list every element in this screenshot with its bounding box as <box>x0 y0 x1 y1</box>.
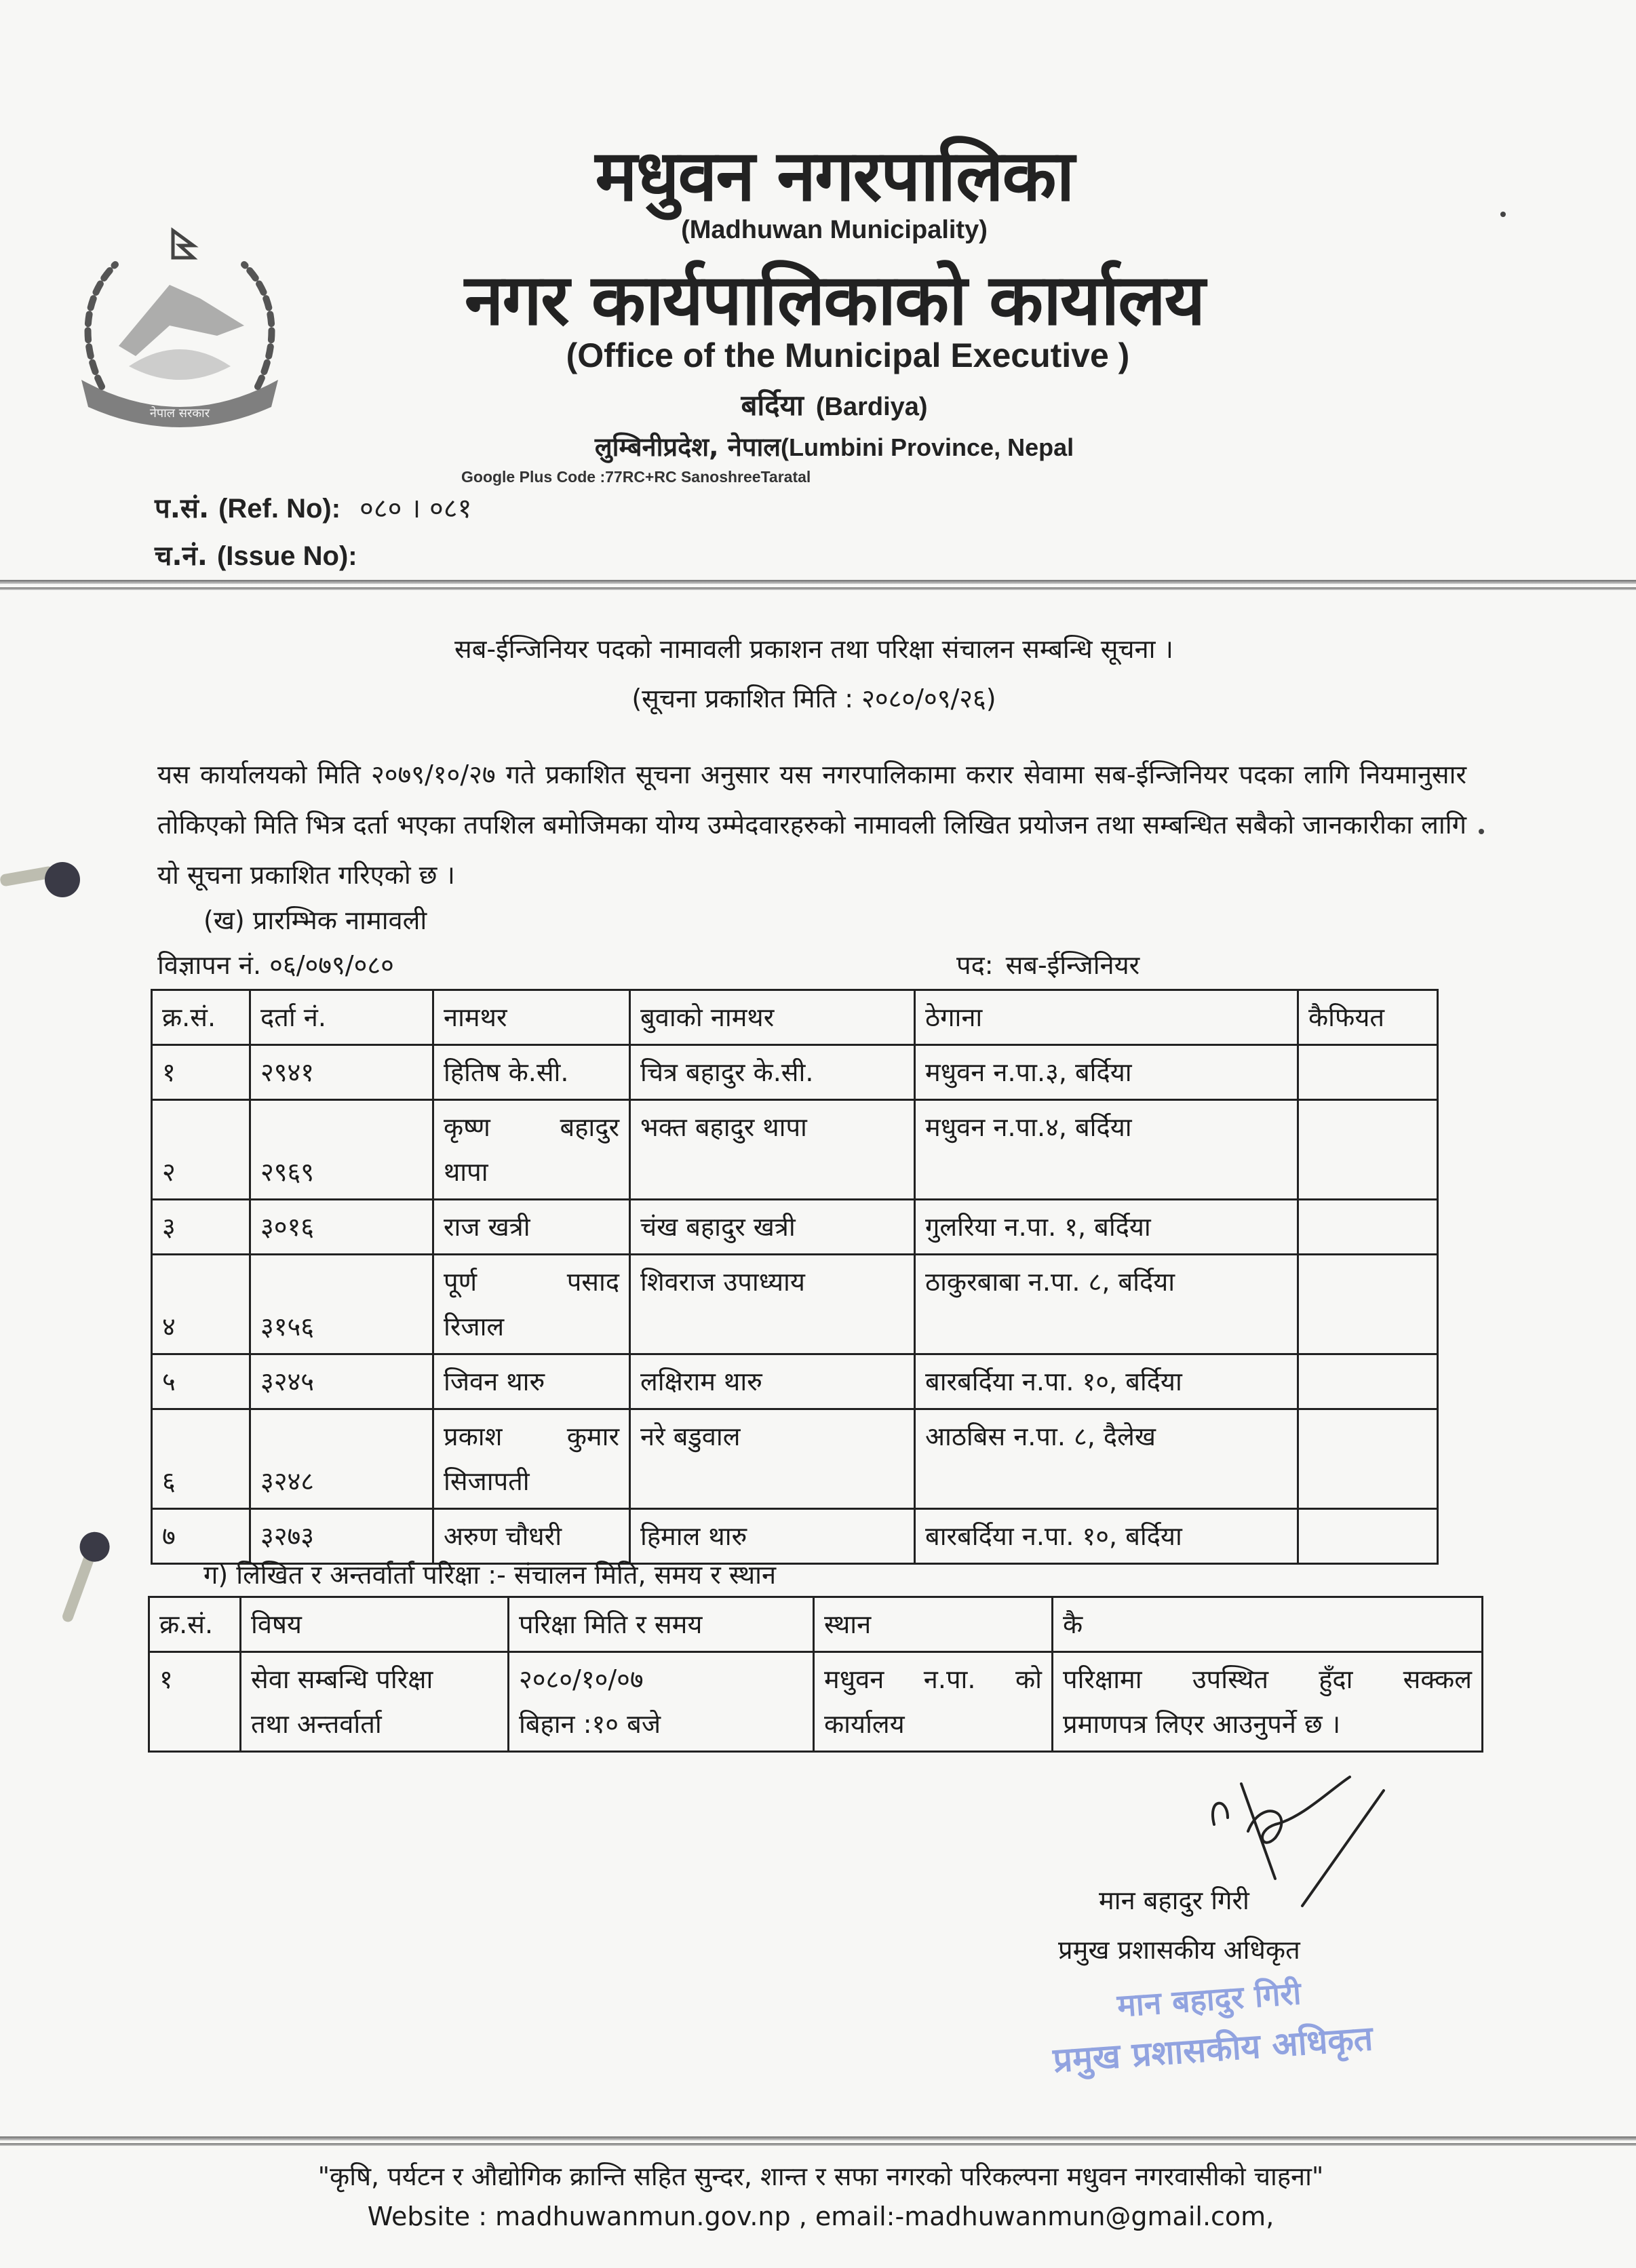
exam-header-subject: विषय <box>241 1597 509 1652</box>
cell-reg: ३२७३ <box>250 1509 433 1564</box>
ref-label-np: प.सं. <box>155 493 210 524</box>
post-value: सब-ईन्जिनियर <box>1005 950 1140 980</box>
exam-venue <box>814 1652 1053 1752</box>
cell-sn: ७ <box>152 1509 250 1564</box>
cell-sn: ६ <box>152 1409 250 1509</box>
ref-value: ०८० । ०८१ <box>359 493 472 524</box>
speck <box>1479 829 1484 834</box>
cell-remarks <box>1298 1045 1438 1100</box>
cell-reg: ३२४८ <box>250 1409 433 1509</box>
col-header-sn: क्र.सं. <box>152 990 250 1045</box>
nepal-emblem-icon <box>54 210 305 448</box>
emblem-ribbon-text: नेपाल सरकार <box>149 406 210 421</box>
exam-date: २०८०/१०/०७ <box>519 1664 644 1694</box>
office-name-np: नगर कार्यपालिकाको कार्यालय <box>464 258 1205 341</box>
notice-title: सब-ईन्जिनियर पदको नामावली प्रकाशन तथा परिक्षा संचालन सम्बन्धि सूचना । <box>454 634 1173 664</box>
district-en: (Bardiya) <box>815 393 928 421</box>
district-line <box>556 385 1112 424</box>
municipality-name-en: (Madhuwan Municipality) <box>681 216 988 244</box>
cell-sn: ५ <box>152 1354 250 1409</box>
province-line <box>475 429 1194 464</box>
col-header-reg: दर्ता नं. <box>250 990 433 1045</box>
candidate-name-line-1: प्रकाश कुमार <box>444 1422 619 1451</box>
cell-remarks <box>1298 1255 1438 1354</box>
section-b-heading: (ख) प्रारम्भिक नामावली <box>203 905 427 935</box>
cell-remarks <box>1298 1200 1438 1255</box>
cell-sn: १ <box>152 1045 250 1100</box>
post-line <box>956 947 1140 982</box>
cell-reg: ३१५६ <box>250 1255 433 1354</box>
exam-header-remarks: कै <box>1053 1597 1483 1652</box>
pin-icon <box>0 851 136 912</box>
header-divider <box>0 580 1636 584</box>
candidate-name-line-1: राज खत्री <box>444 1212 530 1242</box>
cell-address: मधुवन न.पा.३, बर्दिया <box>915 1045 1298 1100</box>
issue-label-np: च.नं. <box>155 541 208 572</box>
official-stamp <box>1034 1953 1462 2104</box>
col-header-address: ठेगाना <box>915 990 1298 1045</box>
cell-sn: २ <box>152 1100 250 1200</box>
footer-divider-secondary <box>0 2143 1636 2146</box>
stamp-line-1: मान बहादुर गिरी <box>1116 1974 1302 2025</box>
cell-name <box>433 1045 630 1100</box>
signatory-name: मान बहादुर गिरी <box>1099 1885 1249 1915</box>
reference-number <box>155 488 471 526</box>
ref-label-en: (Ref. No): <box>218 494 341 524</box>
footer-divider <box>0 2136 1636 2140</box>
province-np: लुम्बिनीप्रदेश, नेपाल <box>594 432 781 462</box>
advertisement-number: विज्ञापन नं. ०६/०७९/०८० <box>157 950 394 980</box>
exam-subject <box>241 1652 509 1752</box>
province-en: (Lumbini Province, Nepal <box>781 433 1074 461</box>
cell-sn: ३ <box>152 1200 250 1255</box>
plus-code: Google Plus Code :77RC+RC SanoshreeTaratal <box>461 468 811 486</box>
cell-remarks <box>1298 1354 1438 1409</box>
stamp-line-2: प्रमुख प्रशासकीय अधिकृत <box>1051 2018 1374 2081</box>
exam-header-venue: स्थान <box>814 1597 1053 1652</box>
table-row <box>152 1354 1438 1409</box>
cell-remarks <box>1298 1100 1438 1200</box>
exam-subject-line-1: सेवा सम्बन्धि परिक्षा <box>251 1664 433 1694</box>
cell-name <box>433 1255 630 1354</box>
candidate-name-line-2: थापा <box>444 1157 488 1187</box>
cell-name <box>433 1509 630 1564</box>
candidate-name-line-1: हितिष के.सी. <box>444 1057 569 1087</box>
issue-label-en: (Issue No): <box>216 541 357 571</box>
footer-motto: "कृषि, पर्यटन र औद्योगिक क्रान्ति सहित सुन्दर, शान्त र सफा नगरको परिकल्पना मधुवन नगरवासीको चाहना" <box>317 2162 1324 2191</box>
header-divider-secondary <box>0 587 1636 590</box>
candidate-name-line-1: अरुण चौधरी <box>444 1521 562 1551</box>
cell-reg: २९६९ <box>250 1100 433 1200</box>
office-name-en: (Office of the Municipal Executive ) <box>566 336 1130 374</box>
cell-address: बारबर्दिया न.पा. १०, बर्दिया <box>915 1354 1298 1409</box>
pin-icon <box>43 1486 147 1635</box>
exam-note-line-2: प्रमाणपत्र लिएर आउनुपर्ने छ । <box>1063 1709 1341 1739</box>
table-row <box>152 1045 1438 1100</box>
candidate-name-line-1: जिवन थारु <box>444 1367 545 1396</box>
cell-address: आठबिस न.पा. ८, दैलेख <box>915 1409 1298 1509</box>
cell-father: शिवराज उपाध्याय <box>630 1255 915 1354</box>
cell-reg: ३०१६ <box>250 1200 433 1255</box>
cell-father: चंख बहादुर खत्री <box>630 1200 915 1255</box>
cell-name <box>433 1100 630 1200</box>
speck <box>1500 212 1506 217</box>
cell-father: हिमाल थारु <box>630 1509 915 1564</box>
exam-row <box>149 1652 1483 1752</box>
cell-reg: २९४१ <box>250 1045 433 1100</box>
candidate-name-line-1: कृष्ण बहादुर <box>444 1112 619 1142</box>
footer-contact: Website : madhuwanmun.gov.np , email:-madhuwanmun@gmail.com, <box>367 2202 1274 2231</box>
exam-header-row <box>149 1597 1483 1652</box>
table-row <box>152 1409 1438 1509</box>
table-row <box>152 1100 1438 1200</box>
notice-paragraph: यस कार्यालयको मिति २०७९/१०/२७ गते प्रकाशित सूचना अनुसार यस नगरपालिकामा करार सेवामा सब-ईन्जिनियर पदका लागि नियमानुसार तोकिएको मिति भित्र दर्ता भएका तपशिल बमोजिमका योग्य उम्मेदवारहरुको नामावली लिखित प्रयोजन तथा सम्बन्धित सबैको जानकारीका लागि यो सूचना प्रकाशित गरिएको छ । <box>157 760 1466 890</box>
exam-venue-line-1: मधुवन न.पा. को <box>824 1664 1042 1694</box>
cell-reg: ३२४५ <box>250 1354 433 1409</box>
exam-time: बिहान :१० बजे <box>519 1709 661 1739</box>
cell-address: बारबर्दिया न.पा. १०, बर्दिया <box>915 1509 1298 1564</box>
cell-father: चित्र बहादुर के.सी. <box>630 1045 915 1100</box>
cell-name <box>433 1409 630 1509</box>
exam-header-datetime: परिक्षा मिति र समय <box>509 1597 814 1652</box>
candidate-name-line-2: सिजापती <box>444 1466 530 1496</box>
cell-address: ठाकुरबाबा न.पा. ८, बर्दिया <box>915 1255 1298 1354</box>
cell-father: नरे बडुवाल <box>630 1409 915 1509</box>
candidate-name-line-1: पूर्ण पसाद <box>444 1267 619 1297</box>
exam-header-sn: क्र.सं. <box>149 1597 241 1652</box>
exam-venue-line-2: कार्यालय <box>824 1709 905 1739</box>
cell-name <box>433 1354 630 1409</box>
table-row <box>152 1509 1438 1564</box>
exam-note <box>1053 1652 1483 1752</box>
exam-schedule-table <box>148 1596 1483 1753</box>
exam-subject-line-2: तथा अन्तर्वार्ता <box>251 1709 382 1739</box>
cell-remarks <box>1298 1509 1438 1564</box>
exam-note-line-1: परिक्षामा उपस्थित हुँदा सक्कल <box>1063 1664 1472 1694</box>
cell-name <box>433 1200 630 1255</box>
cell-father: लक्षिराम थारु <box>630 1354 915 1409</box>
municipality-name-np: मधुवन नगरपालिका <box>595 134 1074 217</box>
table-header-row <box>152 990 1438 1045</box>
signatory-designation: प्रमुख प्रशासकीय अधिकृत <box>1058 1935 1300 1965</box>
issue-number <box>155 536 357 573</box>
cell-sn: ४ <box>152 1255 250 1354</box>
section-c-heading: ग) लिखित र अन्तर्वार्ता परिक्षा :- संचालन मिति, समय र स्थान <box>203 1560 777 1590</box>
exam-datetime <box>509 1652 814 1752</box>
cell-address: गुलरिया न.पा. १, बर्दिया <box>915 1200 1298 1255</box>
col-header-father: बुवाको नामथर <box>630 990 915 1045</box>
post-label: पद: <box>956 950 994 980</box>
col-header-name: नामथर <box>433 990 630 1045</box>
table-row <box>152 1200 1438 1255</box>
candidates-table <box>151 989 1439 1565</box>
notice-publish-date: (सूचना प्रकाशित मिति : २०८०/०९/२६) <box>631 684 996 713</box>
district-np: बर्दिया <box>741 389 804 422</box>
cell-father: भक्त बहादुर थापा <box>630 1100 915 1200</box>
col-header-remarks: कैफियत <box>1298 990 1438 1045</box>
candidate-name-line-2: रिजाल <box>444 1312 505 1342</box>
cell-address: मधुवन न.पा.४, बर्दिया <box>915 1100 1298 1200</box>
exam-sn: १ <box>149 1652 241 1752</box>
cell-remarks <box>1298 1409 1438 1509</box>
table-row <box>152 1255 1438 1354</box>
